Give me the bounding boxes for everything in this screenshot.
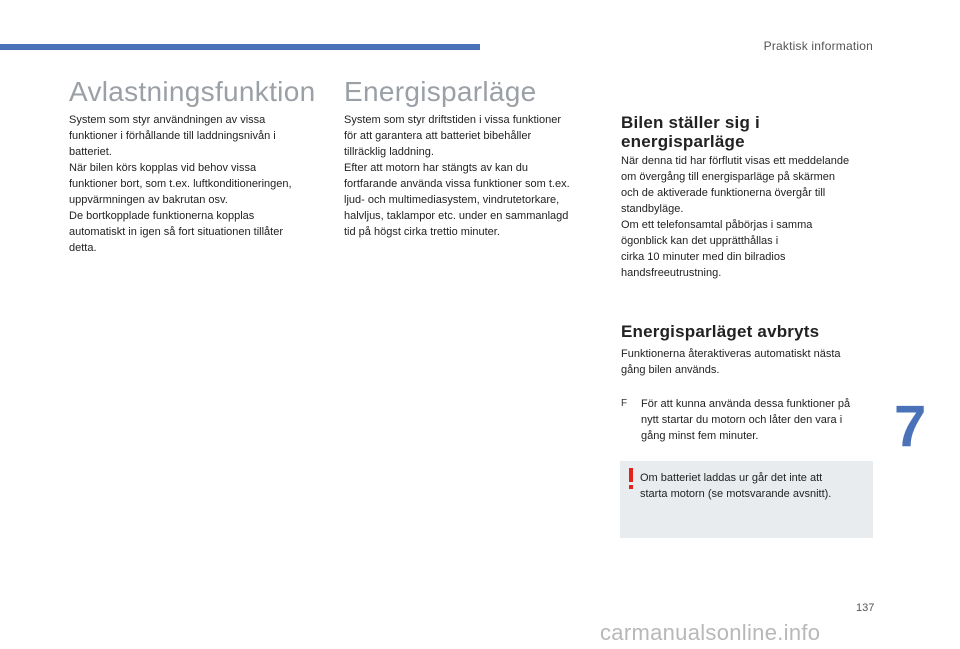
avlastning-body: System som styr användningen av vissa funktioner i förhållande till laddningsnivån i batteriet. När bilen körs kopplas vid behov vissa funktioner bort, som t.ex. luftkonditioneringen, uppvärmningen av bakrutan osv. De bortkopplade funktionerna kopplas automatiskt in igen så fort situationen tillåter detta.: [69, 114, 292, 254]
energispar-body: System som styr driftstiden i vissa funktioner för att garantera att batteriet bibehåller tillräcklig laddning. Efter att motorn har stängts av kan du fortfarande använda vissa funktioner som t.ex. ljud- och multimediasystem, vindrutetorkare, halvljus, taklampor etc. under en sammanlagd tid på högst cirka trettio minuter.: [344, 114, 570, 238]
warning-text: Om batteriet laddas ur går det inte att starta motorn (se motsvarande avsnitt).: [640, 472, 832, 500]
bullet-marker: F: [621, 398, 628, 409]
section-heading-energisparlage: Bilen ställer sig i energisparläge: [621, 113, 760, 151]
chapter-title: Praktisk information: [763, 39, 873, 53]
page-number: 137: [856, 602, 875, 614]
avlastning-heading: Avlastningsfunktion: [69, 76, 316, 107]
section-heading-avbryts: Energisparläget avbryts: [621, 322, 820, 341]
section-body-energisparlage: När denna tid har förflutit visas ett meddelande om övergång till energisparläge på skärmen och de aktiverade funktionerna övergår till standbyläge. Om ett telefonsamtal påbörjas i samma ögonblick kan det upprätthållas i cirka 10 minuter med din bilradios handsfreeutrustning.: [621, 155, 850, 279]
section-body-avbryts: Funktionerna återaktiveras automatiskt nästa gång bilen används.: [621, 348, 841, 376]
chapter-number: 7: [894, 394, 927, 459]
energispar-heading: Energisparläge: [344, 76, 537, 107]
bullet-text: För att kunna använda dessa funktioner på nytt startar du motorn och låter den vara i gång minst fem minuter.: [641, 398, 851, 442]
exclamation-warning-icon: [627, 468, 635, 490]
warning-box: [620, 461, 873, 538]
header-accent-bar: [0, 44, 480, 50]
watermark: carmanualsonline.info: [600, 620, 821, 645]
bullet-item: [621, 396, 871, 444]
